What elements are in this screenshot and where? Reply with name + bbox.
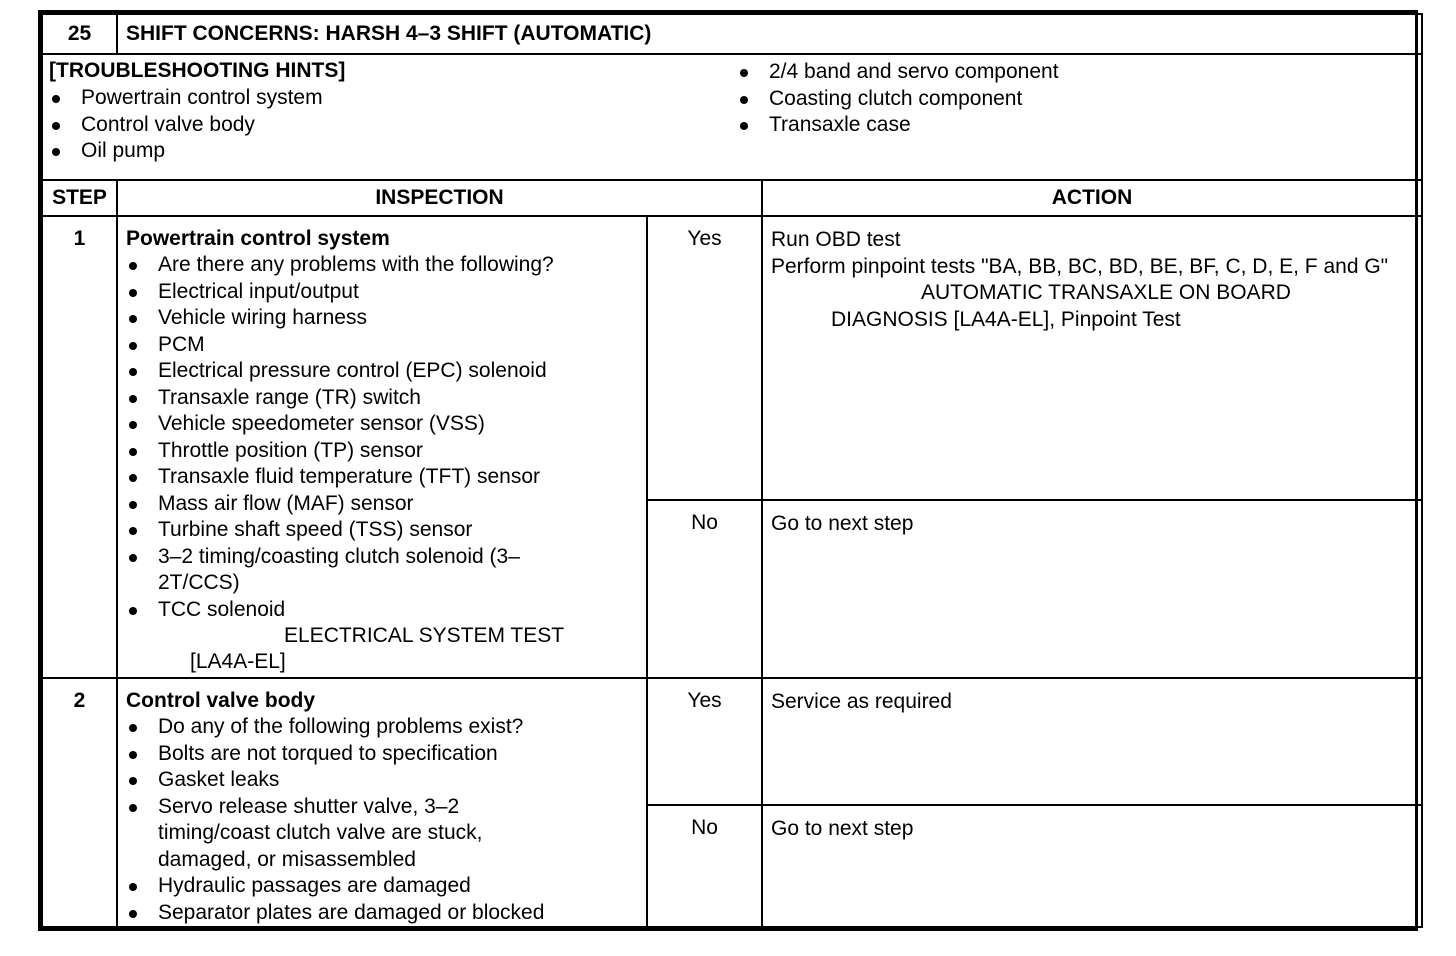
inspection-item: Transaxle range (TR) switch bbox=[126, 385, 640, 412]
column-header-row bbox=[42, 180, 1422, 216]
troubleshooting-hints bbox=[42, 54, 1422, 180]
inspection-title: Powertrain control system bbox=[126, 227, 390, 250]
yes-action bbox=[762, 216, 1422, 500]
inspection-item: Turbine shaft speed (TSS) sensor bbox=[126, 517, 640, 544]
inspection-item: Electrical pressure control (EPC) solenoid bbox=[126, 358, 640, 385]
reference-link[interactable]: ELECTRICAL SYSTEM TEST bbox=[284, 624, 565, 647]
hints-right-column bbox=[727, 59, 1415, 165]
inspection-title: Control valve body bbox=[126, 689, 316, 712]
inspection-item: PCM bbox=[126, 332, 640, 359]
inspection-column-header: INSPECTION bbox=[117, 180, 762, 216]
inspection-item: Hydraulic passages are damaged bbox=[126, 873, 640, 900]
yes-label: Yes bbox=[647, 678, 762, 805]
inspection-item: Do any of the following problems exist? bbox=[126, 714, 640, 741]
inspection-item: Are there any problems with the following? bbox=[126, 252, 640, 279]
inspection-item: Vehicle speedometer sensor (VSS) bbox=[126, 411, 640, 438]
hint-item: Oil pump bbox=[49, 138, 727, 165]
inspection-item: Separator plates are damaged or blocked bbox=[126, 900, 640, 927]
inspection-item: TCC solenoid bbox=[126, 597, 640, 624]
hints-title: [TROUBLESHOOTING HINTS] bbox=[49, 59, 346, 82]
section-number: 25 bbox=[42, 14, 117, 54]
step-inspection bbox=[117, 678, 647, 927]
hint-item: Coasting clutch component bbox=[737, 86, 1415, 113]
inspection-item: Mass air flow (MAF) sensor bbox=[126, 491, 640, 518]
header-row bbox=[42, 14, 1422, 54]
action-text: Run OBD test bbox=[771, 228, 901, 251]
yes-label: Yes bbox=[647, 216, 762, 500]
reference-link-code[interactable]: [LA4A-EL] bbox=[190, 650, 286, 673]
hints-row bbox=[42, 54, 1422, 180]
hint-item: 2/4 band and servo component bbox=[737, 59, 1415, 86]
step-inspection bbox=[117, 216, 647, 678]
inspection-item: Bolts are not torqued to specification bbox=[126, 741, 640, 768]
action-column-header: ACTION bbox=[762, 180, 1422, 216]
inspection-item: Servo release shutter valve, 3–2 timing/coast clutch valve are stuck, damaged, or misassembled bbox=[126, 794, 640, 874]
step-number: 1 bbox=[42, 216, 117, 678]
hint-item: Powertrain control system bbox=[49, 85, 727, 112]
troubleshooting-table bbox=[41, 13, 1423, 928]
inspection-item: Vehicle wiring harness bbox=[126, 305, 640, 332]
no-action: Go to next step bbox=[762, 500, 1422, 678]
inspection-item: 3–2 timing/coasting clutch solenoid (3–2T/CCS) bbox=[126, 544, 640, 597]
yes-action: Service as required bbox=[762, 678, 1422, 805]
hint-item: Control valve body bbox=[49, 112, 727, 139]
no-label: No bbox=[647, 805, 762, 928]
inspection-item: Gasket leaks bbox=[126, 767, 640, 794]
hint-item: Transaxle case bbox=[737, 112, 1415, 139]
hints-left-column bbox=[49, 85, 727, 165]
inspection-item: Electrical input/output bbox=[126, 279, 640, 306]
section-title: SHIFT CONCERNS: HARSH 4–3 SHIFT (AUTOMATIC) bbox=[117, 14, 1422, 54]
reference-link[interactable]: DIAGNOSIS [LA4A-EL], Pinpoint Test bbox=[831, 307, 1181, 331]
inspection-item: Throttle position (TP) sensor bbox=[126, 438, 640, 465]
inspection-item: Transaxle fluid temperature (TFT) sensor bbox=[126, 464, 640, 491]
step-2-yes-row bbox=[42, 678, 1422, 805]
no-label: No bbox=[647, 500, 762, 678]
troubleshooting-sheet bbox=[38, 10, 1418, 931]
reference-link[interactable]: AUTOMATIC TRANSAXLE ON BOARD bbox=[921, 281, 1291, 304]
step-1-yes-row bbox=[42, 216, 1422, 500]
no-action: Go to next step bbox=[762, 805, 1422, 928]
step-column-header: STEP bbox=[42, 180, 117, 216]
action-text: Perform pinpoint tests "BA, BB, BC, BD, BE, BF, C, D, E, F and G" bbox=[771, 254, 1389, 278]
step-number: 2 bbox=[42, 678, 117, 927]
